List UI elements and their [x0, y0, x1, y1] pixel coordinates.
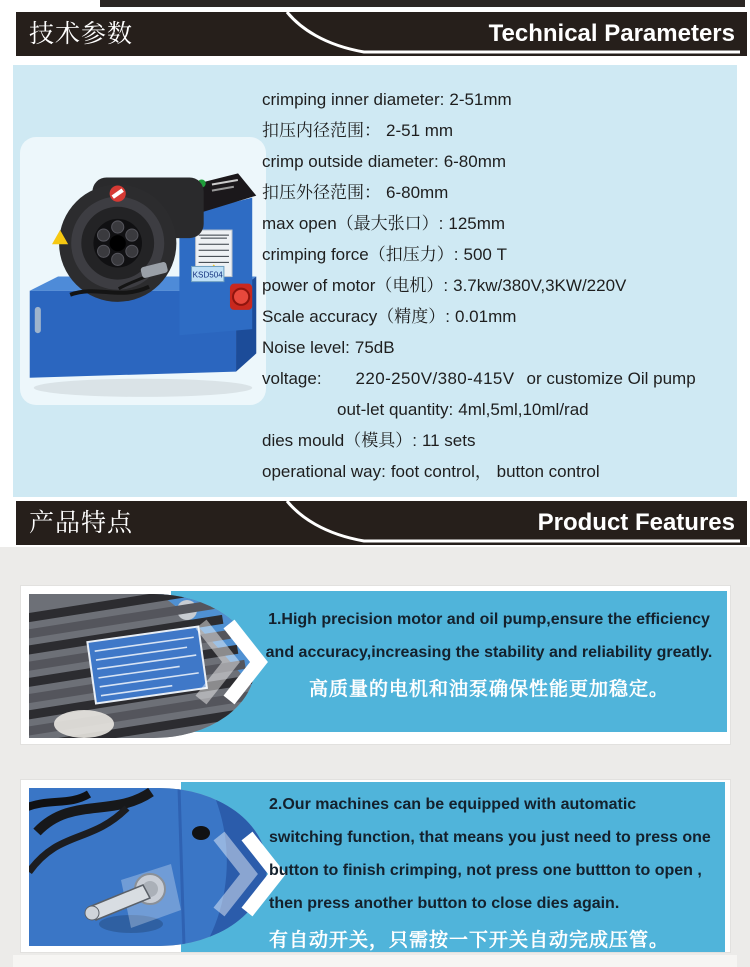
feature-text-zh: 高质量的电机和油泵确保性能更加稳定。 [308, 679, 669, 700]
spec-row-voltage [262, 363, 732, 394]
spec-label: crimp outside diameter: [262, 152, 439, 171]
top-divider-strip [100, 0, 745, 7]
spec-value: 6-80mm [386, 183, 449, 202]
section-title-en: Product Features [537, 509, 735, 536]
spec-value: 500 T [463, 245, 507, 264]
spec-row [262, 425, 732, 456]
spec-row [262, 394, 732, 425]
spec-row [262, 301, 732, 332]
feature-2-caption [269, 788, 731, 952]
crimping-machine-illustration [20, 137, 266, 405]
spec-row [262, 177, 732, 208]
spec-label: power of motor（电机）: [262, 276, 449, 295]
spec-value: 125mm [448, 214, 506, 233]
spec-label: Scale accuracy（精度）: [262, 307, 450, 326]
spec-value: 3.7kw/380V,3KW/220V [453, 276, 627, 295]
spec-row [262, 270, 732, 301]
spec-label: 扣压内径范围： [262, 121, 381, 140]
spec-value: 220-250V/380-415V [355, 369, 515, 388]
spec-label: crimping force（扣压力）: [262, 245, 459, 264]
spec-label: max open（最大张口）: [262, 214, 444, 233]
feature-card-2 [20, 779, 731, 953]
feature-text-zh: 有自动开关，只需按一下开关自动完成压管。 [269, 930, 670, 951]
spec-value: 2-51mm [449, 90, 512, 109]
feature-text-line: 1.High precision motor and oil pump,ensure the efficiency [268, 611, 710, 628]
spec-suffix: or customize Oil pump [526, 369, 696, 388]
feature-card-1 [20, 585, 731, 745]
spec-value: 11 sets [421, 431, 476, 450]
feature-1-caption [246, 603, 732, 701]
bottom-margin-strip [13, 955, 737, 967]
feature-text-line: then press another button to close dies again. [269, 895, 620, 912]
spec-list [262, 84, 732, 487]
feature-text-line: and accuracy,increasing the stability and reliability greatly. [265, 644, 713, 661]
spec-value: 75dB [354, 338, 395, 357]
spec-row [262, 146, 732, 177]
feature-text-line: switching function, that means you just need to press one [269, 829, 711, 846]
spec-label: out-let quantity: [337, 400, 454, 419]
spec-label: dies mould（模具）: [262, 431, 417, 450]
spec-value: 4ml,5ml,10ml/rad [458, 400, 589, 419]
technical-parameters-header [16, 12, 747, 56]
spec-value: foot control， button control [390, 462, 600, 481]
spec-value: 6-80mm [443, 152, 507, 171]
spec-row [262, 84, 732, 115]
spec-label: crimping inner diameter: [262, 90, 445, 109]
spec-label: Noise level: [262, 338, 350, 357]
section-title-zh: 技术参数 [29, 20, 134, 48]
spec-row [262, 456, 732, 487]
spec-value: 0.01mm [455, 307, 517, 326]
spec-label: operational way: [262, 462, 386, 481]
section-title-en: Technical Parameters [488, 20, 735, 47]
spec-value: 2-51 mm [386, 121, 454, 140]
section-title-zh: 产品特点 [29, 509, 134, 537]
spec-label: 扣压外径范围： [262, 183, 381, 202]
spec-row [262, 208, 732, 239]
feature-text-line: button to finish crimping, not press one buttton to open , [269, 862, 702, 879]
machine-photo [20, 137, 266, 405]
feature-text-line: 2.Our machines can be equipped with automatic [269, 796, 637, 813]
technical-parameters-panel [13, 65, 737, 497]
spec-row [262, 115, 732, 146]
spec-row [262, 332, 732, 363]
spec-label: voltage: [262, 369, 322, 388]
spec-row [262, 239, 732, 270]
product-features-header [16, 501, 747, 545]
machine-model-label: KSD504 [192, 270, 223, 280]
